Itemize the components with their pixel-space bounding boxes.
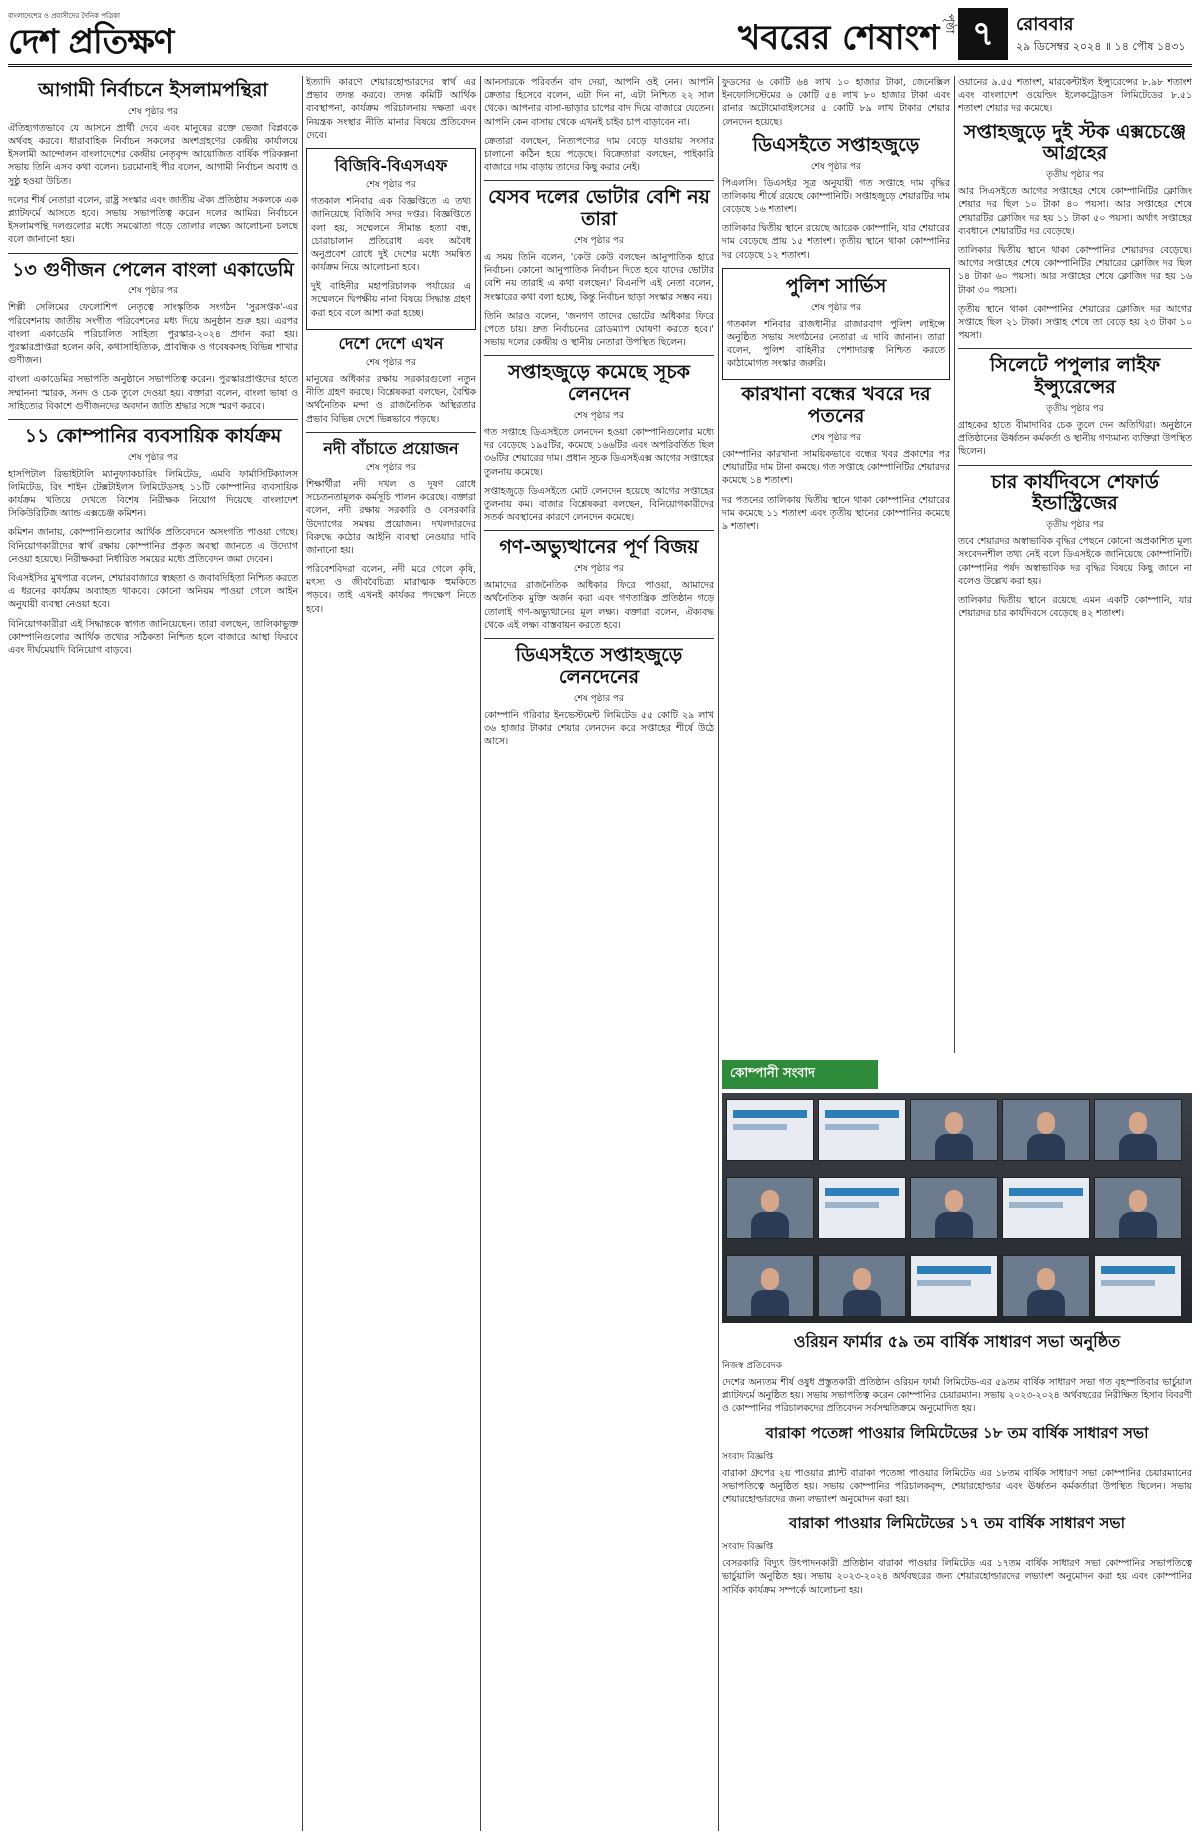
- reporter-line: নিজস্ব প্রতিবেদক: [722, 1361, 783, 1371]
- article-paragraph: হাসপিটাল রিভাইটালি ম্যানুফ্যাকচারিং লিমিটেড, এমবি ফার্মাসিটিক্যালস লিমিটেড, রিং শাইন টেক্সটাইলস লিমিটেডসহ ১১টি কোম্পানির ব্যবসায়িক কার্যক্রম খতিয়ে দেখতে বিশেষ নিরীক্ষক নিয়োগ দিয়েছে বাংলাদেশ সিকিউরিটিজ অ্যান্ড এক্সচেঞ্জ কমিশন।: [8, 468, 298, 520]
- newspaper-logo: [8, 10, 238, 62]
- press-release-line: সংবাদ বিজ্ঞপ্তি: [722, 1542, 774, 1553]
- participant-tile: [910, 1177, 998, 1239]
- divider: [958, 465, 1192, 466]
- participant-tile: [1002, 1099, 1090, 1161]
- article-paragraph: এ সময় তিনি বলেন, 'কেউ কেউ বলছেন আনুপাতিক হারে নির্বাচন। কোনো আনুপাতিক নির্বাচন দিতে হবে যাদের ভোটার বেশি নয় তারাই এ কথা বলছেন।' বিএনপি এই নেতা বলেন, সংস্কারের কথা বলা হচ্ছে, কিন্তু নির্বাচন ছাড়া সংস্কার সম্ভব নয়।: [484, 252, 714, 303]
- participant-tile: [1094, 1177, 1182, 1239]
- article-paragraph: গতকাল শনিবার এক বিজ্ঞপ্তিতে এ তথ্য জানিয়েছে বিজিবি সদর দপ্তর। বিজ্ঞপ্তিতে বলা হয়, সম্মেলনে সীমান্ত হত্যা বন্ধ, চোরাচালান প্রতিরোধ এবং অবৈধ অনুপ্রবেশ রোধে দুই দেশের মধ্যে সমন্বিত কার্যক্রম নিয়ে আলোচনা হবে।: [311, 196, 471, 274]
- continuation-line: শেষ পৃষ্ঠার পর: [127, 106, 179, 117]
- article-paragraph: ঐতিহ্যগতভাবে যে আসনে প্রার্থী দেবে এবং মানুষের রক্তে ভেজা বিপ্লবকে অর্থবহ করবে। ধারাবাহিক নির্বাচন সকলের অংশগ্রহণের কেন্দ্রীয় কার্যালয়ে ইসলামী আন্দোলন বাংলাদেশের কেন্দ্রীয় নেতৃবৃন্দ আয়োজিত বার্ষিক পরিকল্পনা সভায় তিনি এসব কথা বলেন। চরমোনাই পীর বলেন, আগামী নির্বাচন অবাধ ও সুষ্ঠু হওয়া উচিত।: [8, 122, 298, 187]
- continuation-line: শেষ পৃষ্ঠার পর: [127, 452, 179, 463]
- article-paragraph: ফুডসের ৬ কোটি ৬৪ লাখ ১০ হাজার টাকা, জেনেক্সিল ইনফোসিস্টেমের ৬ কোটি ৫৪ লাখ ৮০ হাজার টাকা এবং রানার অটোমোবাইলসের ৫ কোটি ৮৯ লাখ টাকার শেয়ার লেনদেন হয়েছে।: [722, 77, 950, 128]
- participant-tile: [1002, 1255, 1090, 1317]
- agm-banner-tile: [1094, 1255, 1182, 1317]
- article-paragraph: ইত্যাদি কারণে শেয়ারহোল্ডারদের স্বার্থ এর প্রভাব তদন্ত করবে। তদন্ত কমিটি আর্থিক ব্যবস্থাপনা, কার্যক্রম পরিচালনায় দক্ষতা এবং নিয়ন্ত্রক সংস্থার নীতি মানার বিষয়ে প্রতিবেদন দেবে।: [306, 77, 476, 141]
- headline-uprising-victory: গণ-অভ্যুত্থানের পূর্ণ বিজয়: [499, 536, 699, 559]
- article-paragraph: আর সিএসইতে আগের সপ্তাহের শেষে কোম্পানিটির ক্লোজিং শেয়ার দর ছিল ১০ টাকা ৪০ পয়সা। আর সপ্তাহের শেষে শেয়ারটির ক্লোজিং দর হয় ১১ টাকা ৫০ পয়সা। অর্থাৎ সপ্তাহের ব্যবধানে শেয়ারটির দর বেড়েছে।: [958, 186, 1192, 237]
- continuation-line: শেষ পৃষ্ঠার পর: [810, 302, 862, 313]
- article-paragraph: আমাদের রাজনৈতিক অধিকার ফিরে পাওয়া, আমাদের অর্থনৈতিক মুক্তি অর্জন করা এবং গণতান্ত্রিক প্রতিষ্ঠান গড়ে তোলাই গণ-অভ্যুত্থানের মূল লক্ষ্য। বক্তারা বলেন, ঐক্যবদ্ধ থেকে এই লক্ষ্য বাস্তবায়ন করতে হবে।: [484, 580, 714, 631]
- column-2: [306, 76, 476, 1831]
- article-paragraph: দলের শীর্ষ নেতারা বলেন, রাষ্ট্র সংস্কার এবং জাতীয় ঐক্য প্রতিষ্ঠায় সকলকে এক প্ল্যাটফর্মে আসতে হবে। সভায় সভাপতিত্ব করেন দলের আমির। নির্বাচনে ইসলামপন্থি দলগুলোর মধ্যে সমঝোতা গড়ে তোলার লক্ষ্যে আলোচনা চলছে বলে জানানো হয়।: [8, 194, 298, 246]
- article-paragraph: ওয়ানের ৯.৫৫ শতাংশ, মারকেন্টাইল ইন্স্যুরেন্সের ৮.৯৮ শতাংশ এবং বাংলাদেশ ওয়েল্ডিং ইলেকট্রোডস লিমিটেডের ৮.৫১ শতাংশ শেয়ার দর কমেছে।: [958, 77, 1192, 115]
- divider: [8, 253, 298, 254]
- article-paragraph: পিএলসি। ডিএসইর সূত্র অনুযায়ী গত সপ্তাহে দাম বৃদ্ধির তালিকায় শীর্ষে রয়েছে কোম্পানিটি। সপ্তাহজুড়ে শেয়ারটির দাম বেড়েছে ১৬ শতাংশ।: [722, 177, 950, 215]
- headline-factory-closure: কারখানা বন্ধের খবরে দর পতনের: [741, 383, 931, 428]
- continuation-line: শেষ পৃষ্ঠার পর: [365, 462, 417, 473]
- participant-tile: [726, 1255, 814, 1317]
- continuation-line: শেষ পৃষ্ঠার পর: [810, 161, 862, 172]
- article-paragraph: দেশের অন্যতম শীর্ষ ওষুধ প্রস্তুতকারী প্রতিষ্ঠান ওরিয়ন ফার্মা লিমিটেড-এর ৫৯তম বার্ষিক সাধারণ সভা গত বৃহস্পতিবার ভার্চুয়াল প্ল্যাটফর্মে অনুষ্ঠিত হয়। সভায় সভাপতিত্ব করেন কোম্পানির চেয়ারম্যান। সভায় ২০২৩-২০২৪ অর্থবছরের নিরীক্ষিত হিসাব বিবরণী ও কোম্পানির পরিচালকদের প্রতিবেদন সর্বসম্মতিক্রমে অনুমোদিত হয়।: [722, 1377, 1192, 1415]
- article-paragraph: দুই বাহিনীর মহাপরিচালক পর্যায়ের এ সম্মেলনে দ্বিপক্ষীয় নানা বিষয়ে সিদ্ধান্ত গ্রহণ করা হবে বলে আশা করা হচ্ছে।: [311, 281, 471, 319]
- company-news-header: কোম্পানী সংবাদ: [722, 1060, 878, 1089]
- article-paragraph: কোম্পানির কারখানা সাময়িকভাবে বন্ধের খবর প্রকাশের পর শেয়ারটির দাম টানা কমছে। গত সপ্তাহে কোম্পানিটির শেয়ারদর কমেছে ১৪ শতাংশ।: [722, 449, 950, 487]
- column-rule: [954, 76, 955, 1053]
- divider: [484, 530, 714, 531]
- continuation-line: শেষ পৃষ্ঠার পর: [573, 411, 625, 421]
- column-rule: [480, 76, 481, 1831]
- article-paragraph: মানুষের অধিকার রক্ষায় সরকারগুলো নতুন নীতি গ্রহণ করছে। বিশ্লেষকরা বলছেন, বৈশ্বিক অর্থনৈতিক মন্দা ও রাজনৈতিক অস্থিরতার প্রভাব বিভিন্ন দেশে ভিন্নভাবে পড়ছে।: [306, 374, 476, 425]
- continuation-line: শেষ পৃষ্ঠার পর: [365, 358, 417, 368]
- article-paragraph: গতকাল শনিবার রাজধানীর রাজারবাগ পুলিশ লাইন্সে অনুষ্ঠিত সভায় সংগঠনের নেতারা এ দাবি জানান। তারা বলেন, পুলিশ বাহিনীর পেশাদারত্ব নিশ্চিত করতে কাঠামোগত সংস্কার জরুরি।: [727, 318, 945, 370]
- headline-countries-now: দেশে দেশে এখন: [338, 333, 444, 353]
- divider: [958, 348, 1192, 349]
- column-4: [722, 76, 950, 1048]
- continuation-line: শেষ পৃষ্ঠার পর: [573, 564, 625, 575]
- article-paragraph: সপ্তাহজুড়ে ডিএসইতে মোট লেনদেন হয়েছে আগের সপ্তাহের তুলনায় কম। বাজার বিশ্লেষকরা বলছেন, বিনিয়োগকারীদের সতর্ক অবস্থানের কারণে লেনদেন কমেছে।: [484, 485, 714, 524]
- continuation-line: শেষ পৃষ্ঠার পর: [573, 693, 625, 704]
- article-paragraph: কমিশন জানায়, কোম্পানিগুলোর আর্থিক প্রতিবেদনে অসংগতি পাওয়া গেছে। বিনিয়োগকারীদের স্বার্থ রক্ষায় কোম্পানির প্রকৃত অবস্থা জানতে এ উদ্যোগ নেওয়া হয়েছে। নিরীক্ষকরা নির্ধারিত সময়ের মধ্যে প্রতিবেদন জমা দেবেন।: [8, 527, 298, 565]
- article-paragraph: তালিকার দ্বিতীয় স্থানে রয়েছে এমন একটি কোম্পানি, যার শেয়ারদর চার কার্যদিবসে বেড়েছে ৪২ শতাংশ।: [958, 595, 1192, 620]
- article-paragraph: দর পতনের তালিকায় দ্বিতীয় স্থানে থাকা কোম্পানির শেয়ারের দাম কমেছে ১১ শতাংশ এবং তৃতীয় স্থানের কোম্পানির কমেছে ৯ শতাংশ।: [722, 494, 950, 532]
- continuation-line: শেষ পৃষ্ঠার পর: [573, 236, 625, 246]
- issue-day: রোববার: [1016, 14, 1074, 35]
- article-paragraph: বাংলা একাডেমির সভাপতি অনুষ্ঠানে সভাপতিত্ব করেন। পুরস্কারপ্রাপ্তদের হাতে সম্মাননা স্মারক, সনদ ও চেক তুলে দেওয়া হয়। বক্তারা বলেন, বাংলা ভাষা ও সাহিত্যের বিকাশে গুণীজনদের অবদান জাতি শ্রদ্ধার সঙ্গে স্মরণ করবে।: [8, 374, 298, 412]
- continuation-line: তৃতীয় পৃষ্ঠার পর: [1046, 170, 1104, 181]
- article-paragraph: কোম্পানি গরিবার ইনভেস্টমেন্ট লিমিটেড ৫৫ কোটি ২৯ লাখ ৩৬ হাজার টাকার শেয়ার লেনদেন করে সপ্তাহের শীর্ষে উঠে আসে।: [484, 709, 714, 747]
- agm-banner-tile: [910, 1255, 998, 1317]
- agm-banner-tile: [818, 1099, 906, 1161]
- logo-tagline: বাংলাদেশের ও প্রবাসীদের দৈনিক পত্রিকা: [8, 12, 121, 20]
- article-paragraph: তিনি আরও বলেন, 'জনগণ তাদের ভোটের অধিকার ফিরে পেতে চায়। দ্রুত নির্বাচনের রোডম্যাপ ঘোষণা করতে হবে।' সভায় দলের কেন্দ্রীয় ও স্থানীয় নেতারা উপস্থিত ছিলেন।: [484, 310, 714, 349]
- continuation-line: শেষ পৃষ্ঠার পর: [365, 180, 417, 191]
- page-number: ৭: [958, 8, 1008, 60]
- participant-tile: [818, 1255, 906, 1317]
- participant-tile: [1094, 1099, 1182, 1161]
- headline-bangla-academy: ১৩ গুণীজন পেলেন বাংলা একাডেমি: [12, 258, 294, 281]
- headline-orion-pharma-agm: ওরিয়ন ফার্মার ৫৯ তম বার্ষিক সাধারণ সভা অনুষ্ঠিত: [793, 1332, 1121, 1351]
- article-paragraph: তৃতীয় স্থানে থাকা কোম্পানির শেয়ারের ক্লোজিং দর আগের সপ্তাহে ছিল ২১ টাকা। সপ্তাহ শেষে তা বেড়ে হয় ২৩ টাকা ১০ পয়সা।: [958, 303, 1192, 342]
- company-news-section: [722, 1060, 1192, 1603]
- divider: [484, 638, 714, 639]
- continuation-line: তৃতীয় পৃষ্ঠার পর: [1046, 404, 1104, 414]
- article-paragraph: তবে শেয়ারদর অস্বাভাবিক বৃদ্ধির পেছনে কোনো অপ্রকাশিত মূল্য সংবেদনশীল তথ্য নেই বলে ডিএসইকে জানিয়েছে কোম্পানিটি। কোম্পানির পর্ষদ অস্বাভাবিক দর বৃদ্ধির বিষয়ে কিছু জানে না বলেও উল্লেখ করা হয়।: [958, 536, 1192, 587]
- column-1: [8, 76, 298, 1831]
- press-release-line: সংবাদ বিজ্ঞপ্তি: [722, 1451, 774, 1462]
- headline-shepherd-industries: চার কার্যদিবসে শেফার্ড ইন্ডাস্ট্রিজের: [991, 470, 1159, 515]
- article-paragraph: পরিবেশবিদরা বলেন, নদী মরে গেলে কৃষি, মৎস্য ও জীববৈচিত্র্য মারাত্মক হুমকিতে পড়বে। তাই এখনই কার্যকর পদক্ষেপ নিতে হবে।: [306, 564, 476, 615]
- participant-tile: [910, 1099, 998, 1161]
- article-paragraph: তালিকার দ্বিতীয় স্থানে থাকা কোম্পানির শেয়ারদর বেড়েছে। আগের সপ্তাহের শেষে কোম্পানিটির শেয়ারের ক্লোজিং দর ছিল ১৪ টাকা ৬০ পয়সা। আর সপ্তাহের শেষে ক্লোজিং দর হয় ১৬ টাকা ৩০ পয়সা।: [958, 245, 1192, 296]
- agm-banner-tile: [818, 1177, 906, 1239]
- column-3: [484, 76, 714, 1831]
- headline-islamist-election: আগামী নির্বাচনে ইসলামপন্থিরা: [38, 79, 268, 101]
- headline-voter-parties: যেসব দলের ভোটার বেশি নয় তারা: [488, 186, 710, 231]
- headline-dse-weekly-rise: ডিএসইতে সপ্তাহজুড়ে: [752, 133, 920, 156]
- divider: [306, 432, 476, 433]
- article-paragraph: বারাকা গ্রুপের ২য় পাওয়ার প্ল্যান্ট বারাকা পতেঙ্গা পাওয়ার লিমিটেড এর ১৮তম বার্ষিক সাধারণ সভা কোম্পানির চেয়ারম্যানের সভাপতিত্বে অনুষ্ঠিত হয়। সভায় কোম্পানির পরিচালকবৃন্দ, শেয়ারহোল্ডার এবং ঊর্ধ্বতন কর্মকর্তারা উপস্থিত ছিলেন। সভায় শেয়ারহোল্ডারদের জন্য লভ্যাংশ অনুমোদন করা হয়।: [722, 1467, 1192, 1505]
- participant-tile: [726, 1177, 814, 1239]
- continuation-line: শেষ পৃষ্ঠার পর: [127, 286, 179, 297]
- boxed-article: [306, 148, 476, 330]
- article-paragraph: গত সপ্তাহে ডিএসইতে লেনদেন হওয়া কোম্পানিগুলোর মধ্যে দর বেড়েছে ১৯৫টির, কমেছে ১৬৬টির এবং অপরিবর্তিত ছিল ৩৬টির শেয়ারের দাম। প্রধান সূচক ডিএসইএক্স আগের সপ্তাহের তুলনায় কমেছে।: [484, 427, 714, 478]
- article-paragraph: ক্রেতারা বলছেন, নিত্যপণ্যের দাম বেড়ে যাওয়ায় সংসার চালানো কঠিন হয়ে পড়েছে। বিক্রেতারা বলছেন, পাইকারি বাজারে দাম বাড়ায় তাদের কিছু করার নেই।: [484, 135, 714, 174]
- boxed-article: [722, 268, 950, 381]
- column-rule: [302, 76, 303, 1831]
- headline-index-decline: সপ্তাহজুড়ে কমেছে সূচক লেনদেন: [508, 361, 690, 406]
- headline-popular-life: সিলেটে পপুলার লাইফ ইন্স্যুরেন্সের: [989, 354, 1161, 399]
- article-paragraph: গ্রাহকের হাতে বীমাদাবির চেক তুলে দেন অতিথিরা। অনুষ্ঠানে প্রতিষ্ঠানের ঊর্ধ্বতন কর্মকর্তা ও স্থানীয় গণ্যমান্য ব্যক্তিরা উপস্থিত ছিলেন।: [958, 420, 1192, 458]
- article-paragraph: শিক্ষার্থীরা নদী দখল ও দূষণ রোধে সচেতনতামূলক কর্মসূচি পালন করেছে। বক্তারা বলেন, নদী রক্ষায় সরকারি ও বেসরকারি উদ্যোগের সমন্বয় প্রয়োজন। দখলদারদের বিরুদ্ধে কঠোর আইনি ব্যবস্থা নেওয়ার দাবি জানানো হয়।: [306, 478, 476, 556]
- headline-baraka-power-agm: বারাকা পাওয়ার লিমিটেডের ১৭ তম বার্ষিক সাধারণ সভা: [789, 1514, 1125, 1533]
- headline-11-companies: ১১ কোম্পানির ব্যবসায়িক কার্যক্রম: [24, 424, 282, 447]
- column-rule: [718, 76, 719, 1831]
- column-5: [958, 76, 1192, 1048]
- article-paragraph: বেসরকারি বিদ্যুৎ উৎপাদনকারী প্রতিষ্ঠান বারাকা পাওয়ার লিমিটেড এর ১৭তম বার্ষিক সাধারণ সভা কোম্পানির সভাপতিত্বে ভার্চুয়ালি অনুষ্ঠিত হয়। সভায় ২০২৩-২০২৪ অর্থবছরের জন্য শেয়ারহোল্ডারদের লভ্যাংশ অনুমোদন করা হয় এবং কোম্পানির সার্বিক কার্যক্রম সম্পর্কে আলোচনা হয়।: [722, 1558, 1192, 1596]
- section-title: খবরের শেষাংশ: [738, 18, 940, 58]
- article-paragraph: বিএসইসির মুখপাত্র বলেন, শেয়ারবাজারে স্বচ্ছতা ও জবাবদিহিতা নিশ্চিত করতে এ ধরনের কার্যক্রম অব্যাহত থাকবে। কোনো অনিয়ম পাওয়া গেলে আইন অনুযায়ী ব্যবস্থা নেওয়া হবে।: [8, 573, 298, 611]
- headline-bgb-bsf: বিজিবি-বিএসএফ: [334, 155, 448, 175]
- headline-two-exchanges: সপ্তাহজুড়ে দুই স্টক এক্সচেঞ্জে আগ্রহের: [963, 120, 1187, 165]
- issue-date: ২৯ ডিসেম্বর ২০২৪ ॥ ১৪ পৌষ ১৪৩১: [1016, 40, 1186, 53]
- logo-text: দেশ প্রতিক্ষণ: [8, 22, 174, 62]
- continuation-line: শেষ পৃষ্ঠার পর: [810, 433, 862, 443]
- masthead: [8, 6, 1192, 67]
- continuation-line: তৃতীয় পৃষ্ঠার পর: [1046, 520, 1104, 531]
- divider: [484, 180, 714, 181]
- agm-banner-tile: [1002, 1177, 1090, 1239]
- headline-baraka-patenga-agm: বারাকা পতেঙ্গা পাওয়ার লিমিটেডের ১৮ তম বার্ষিক সাধারণ সভা: [765, 1423, 1149, 1442]
- agm-banner-tile: [726, 1099, 814, 1161]
- page-label: পৃষ্ঠা: [943, 14, 957, 34]
- article-paragraph: আনসারকে পরিবর্তন বাদ দেয়া, আপনি ওই নেন। আপনি ক্রেতার হিসেবে বলেন, এটা দিন না, এটা নিশ্চিত ২২ সাল থেকে। আপনার বাসা-ভাড়ার চাপের বাদ দিয়ে বাজারে যেতেন। আপনি কেন বাসায় থেকে এখনই চাইব চাপ বাড়াবেন না।: [484, 77, 714, 128]
- headline-dse-weekly: ডিএসইতে সপ্তাহজুড়ে লেনদেনের: [515, 643, 683, 688]
- divider: [484, 355, 714, 356]
- article-paragraph: বিনিয়োগকারীরা এই সিদ্ধান্তকে স্বাগত জানিয়েছেন। তারা বলছেন, তালিকাভুক্ত কোম্পানিগুলোর আর্থিক তথ্যের সঠিকতা নিশ্চিত হলে বাজারে আস্থা ফিরবে এবং দীর্ঘমেয়াদি বিনিয়োগ বাড়বে।: [8, 618, 298, 656]
- article-paragraph: তালিকার দ্বিতীয় স্থানে রয়েছে আরেক কোম্পানি, যার শেয়ারের দাম বেড়েছে প্রায় ১৫ শতাংশ। তৃতীয় স্থানে থাকা কোম্পানির দর বেড়েছে ১২ শতাংশ।: [722, 223, 950, 261]
- agm-video-conference-photo: [722, 1093, 1192, 1323]
- article-paragraph: শিল্পী সেলিমের ফেলোশিপ নেতৃত্বে সাংস্কৃতিক সংগঠন 'সুরসপ্তক'-এর পরিবেশনায় জাতীয় সংগীত পরিবেশনের মধ্য দিয়ে অনুষ্ঠান শুরু হয়। এরপর বাংলা একাডেমি পরিচালিত সাহিত্য পুরস্কার-২০২৪ প্রদান করা হয়। পুরস্কারপ্রাপ্তরা হলেন কবি, কথাসাহিত্যিক, প্রাবন্ধিক ও গবেষকসহ বিভিন্ন শাখার গুণীজন।: [8, 302, 298, 367]
- divider: [8, 419, 298, 420]
- headline-save-rivers: নদী বাঁচাতে প্রয়োজন: [323, 438, 459, 458]
- headline-police-service: পুলিশ সার্ভিস: [785, 274, 887, 297]
